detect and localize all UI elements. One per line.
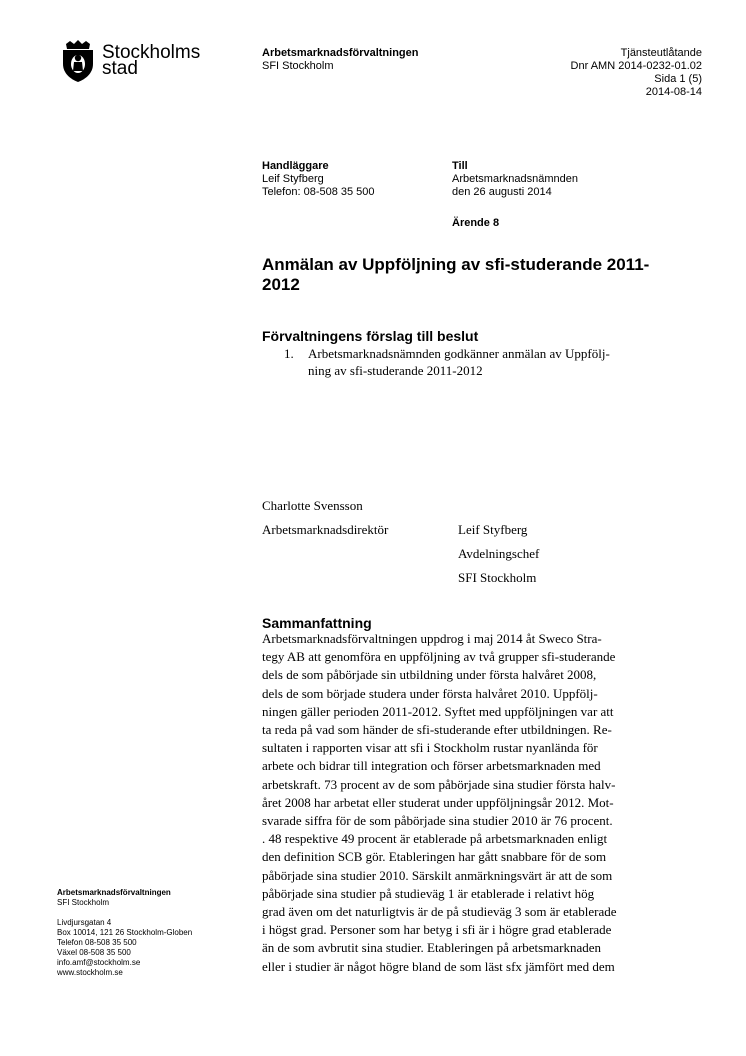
title-line1: Anmälan av Uppföljning av sfi-studerande 2011- <box>262 255 650 274</box>
signature-name-1: Charlotte Svensson <box>262 498 363 513</box>
header-page: Sida 1 (5) <box>654 73 702 85</box>
summary-body <box>262 630 712 976</box>
summary-line: dels de som började studera under första halvåret 2010. Uppfölj- <box>262 685 598 701</box>
summary-line: året 2008 har arbetat eller studerat under uppföljningsår 2012. Mot- <box>262 794 614 810</box>
footer-switchboard: Växel 08-508 35 500 <box>57 948 131 957</box>
summary-line: påbörjade sina studier 2010. Särskilt anmärkningsvärt är att de som <box>262 867 613 883</box>
summary-line: påbörjade sina studier på studieväg 1 är etablerade i relativt hög <box>262 885 595 901</box>
arende-number: Ärende 8 <box>452 217 500 229</box>
footer-org: Arbetsmarknadsförvaltningen <box>57 888 171 897</box>
handlaggare-name: Leif Styfberg <box>262 173 324 185</box>
signature-title-2: Avdelningschef <box>458 546 540 561</box>
footer-phone: Telefon 08-508 35 500 <box>57 938 137 947</box>
footer-web[interactable]: www.stockholm.se <box>57 968 123 977</box>
proposal-item-number: 1. <box>284 346 294 361</box>
proposal-heading: Förvaltningens förslag till beslut <box>262 328 479 344</box>
footer-address <box>57 888 237 978</box>
summary-line: sultaten i rapporten visar att sfi i Stockholm rustar nyanlända för <box>262 740 598 756</box>
proposal-item-line1: Arbetsmarknadsnämnden godkänner anmälan av Uppfölj- <box>308 346 610 361</box>
crown-shield-icon <box>60 40 96 82</box>
logo-wordmark <box>102 42 201 79</box>
summary-line: den definition SCB gör. Etableringen har gått snabbare för de som <box>262 849 607 865</box>
header-org-unit: SFI Stockholm <box>262 60 334 72</box>
summary-line: grad även om det naturligtvis är de på studieväg 3 som är etablerade <box>262 904 617 920</box>
summary-line: arbete och bidrar till integration och förser arbetsmarknaden med <box>262 758 601 774</box>
summary-line: Arbetsmarknadsförvaltningen uppdrog i maj 2014 åt Sweco Stra- <box>262 631 602 646</box>
header-doc-type: Tjänsteutlåtande <box>620 47 702 59</box>
summary-line: svarade siffra för de som påbörjade sina studier 2010 är 76 procent. <box>262 813 613 829</box>
footer-street: Livdjursgatan 4 <box>57 918 112 927</box>
summary-line: i högst grad. Personer som har betyg i sfi är i högre grad etablerade <box>262 922 612 938</box>
summary-line: . 48 respektive 49 procent är etablerade på arbetsmarknaden enligt <box>262 831 608 847</box>
city-logo <box>60 40 220 90</box>
proposal-item <box>284 345 704 379</box>
summary-line: dels de som påbörjade sin utbildning under första halvåret 2008, <box>262 667 597 683</box>
title-line2: 2012 <box>262 275 300 294</box>
footer-email[interactable]: info.amf@stockholm.se <box>57 958 141 967</box>
till-label: Till <box>452 160 468 172</box>
summary-line: arbetskraft. 73 procent av de som påbörjade sina studier första halv- <box>262 776 616 792</box>
handlaggare-label: Handläggare <box>262 160 329 172</box>
footer-box: Box 10014, 121 26 Stockholm-Globen <box>57 928 193 937</box>
signature-name-2: Leif Styfberg <box>458 522 528 537</box>
handlaggare-phone: Telefon: 08-508 35 500 <box>262 186 375 198</box>
summary-line: ta reda på vad som händer de sfi-studerande efter utbildningen. Re- <box>262 722 612 738</box>
header-dnr: Dnr AMN 2014-0232-01.02 <box>570 60 702 72</box>
signature-block-2 <box>458 518 539 590</box>
till-block <box>452 160 702 199</box>
signature-block-1 <box>262 494 388 542</box>
summary-line: eller i studier är något högre bland de som läst sfx jämfört med dem <box>262 958 615 974</box>
header-date: 2014-08-14 <box>645 86 702 98</box>
footer-unit: SFI Stockholm <box>57 898 110 907</box>
summary-line: ningen gäller perioden 2011-2012. Syftet med uppföljningen var att <box>262 703 614 719</box>
signature-unit-2: SFI Stockholm <box>458 570 537 585</box>
page-title <box>262 255 702 295</box>
logo-line1: Stockholms <box>102 42 201 63</box>
header-org-name: Arbetsmarknadsförvaltningen <box>262 47 419 59</box>
handlaggare-block <box>262 160 447 199</box>
summary-line: tegy AB att genomföra en uppföljning av två grupper sfi-studerande <box>262 649 616 665</box>
till-date: den 26 augusti 2014 <box>452 186 552 198</box>
logo-line2: stad <box>102 58 138 79</box>
header-organization <box>262 47 482 73</box>
summary-line: än de som avbrutit sina studier. Etableringen på arbetsmarknaden <box>262 940 601 956</box>
header-document-info <box>470 47 702 99</box>
summary-heading: Sammanfattning <box>262 615 372 631</box>
signature-title-1: Arbetsmarknadsdirektör <box>262 522 389 537</box>
proposal-item-line2: ning av sfi-studerande 2011-2012 <box>308 363 483 378</box>
till-recipient: Arbetsmarknadsnämnden <box>452 173 578 185</box>
